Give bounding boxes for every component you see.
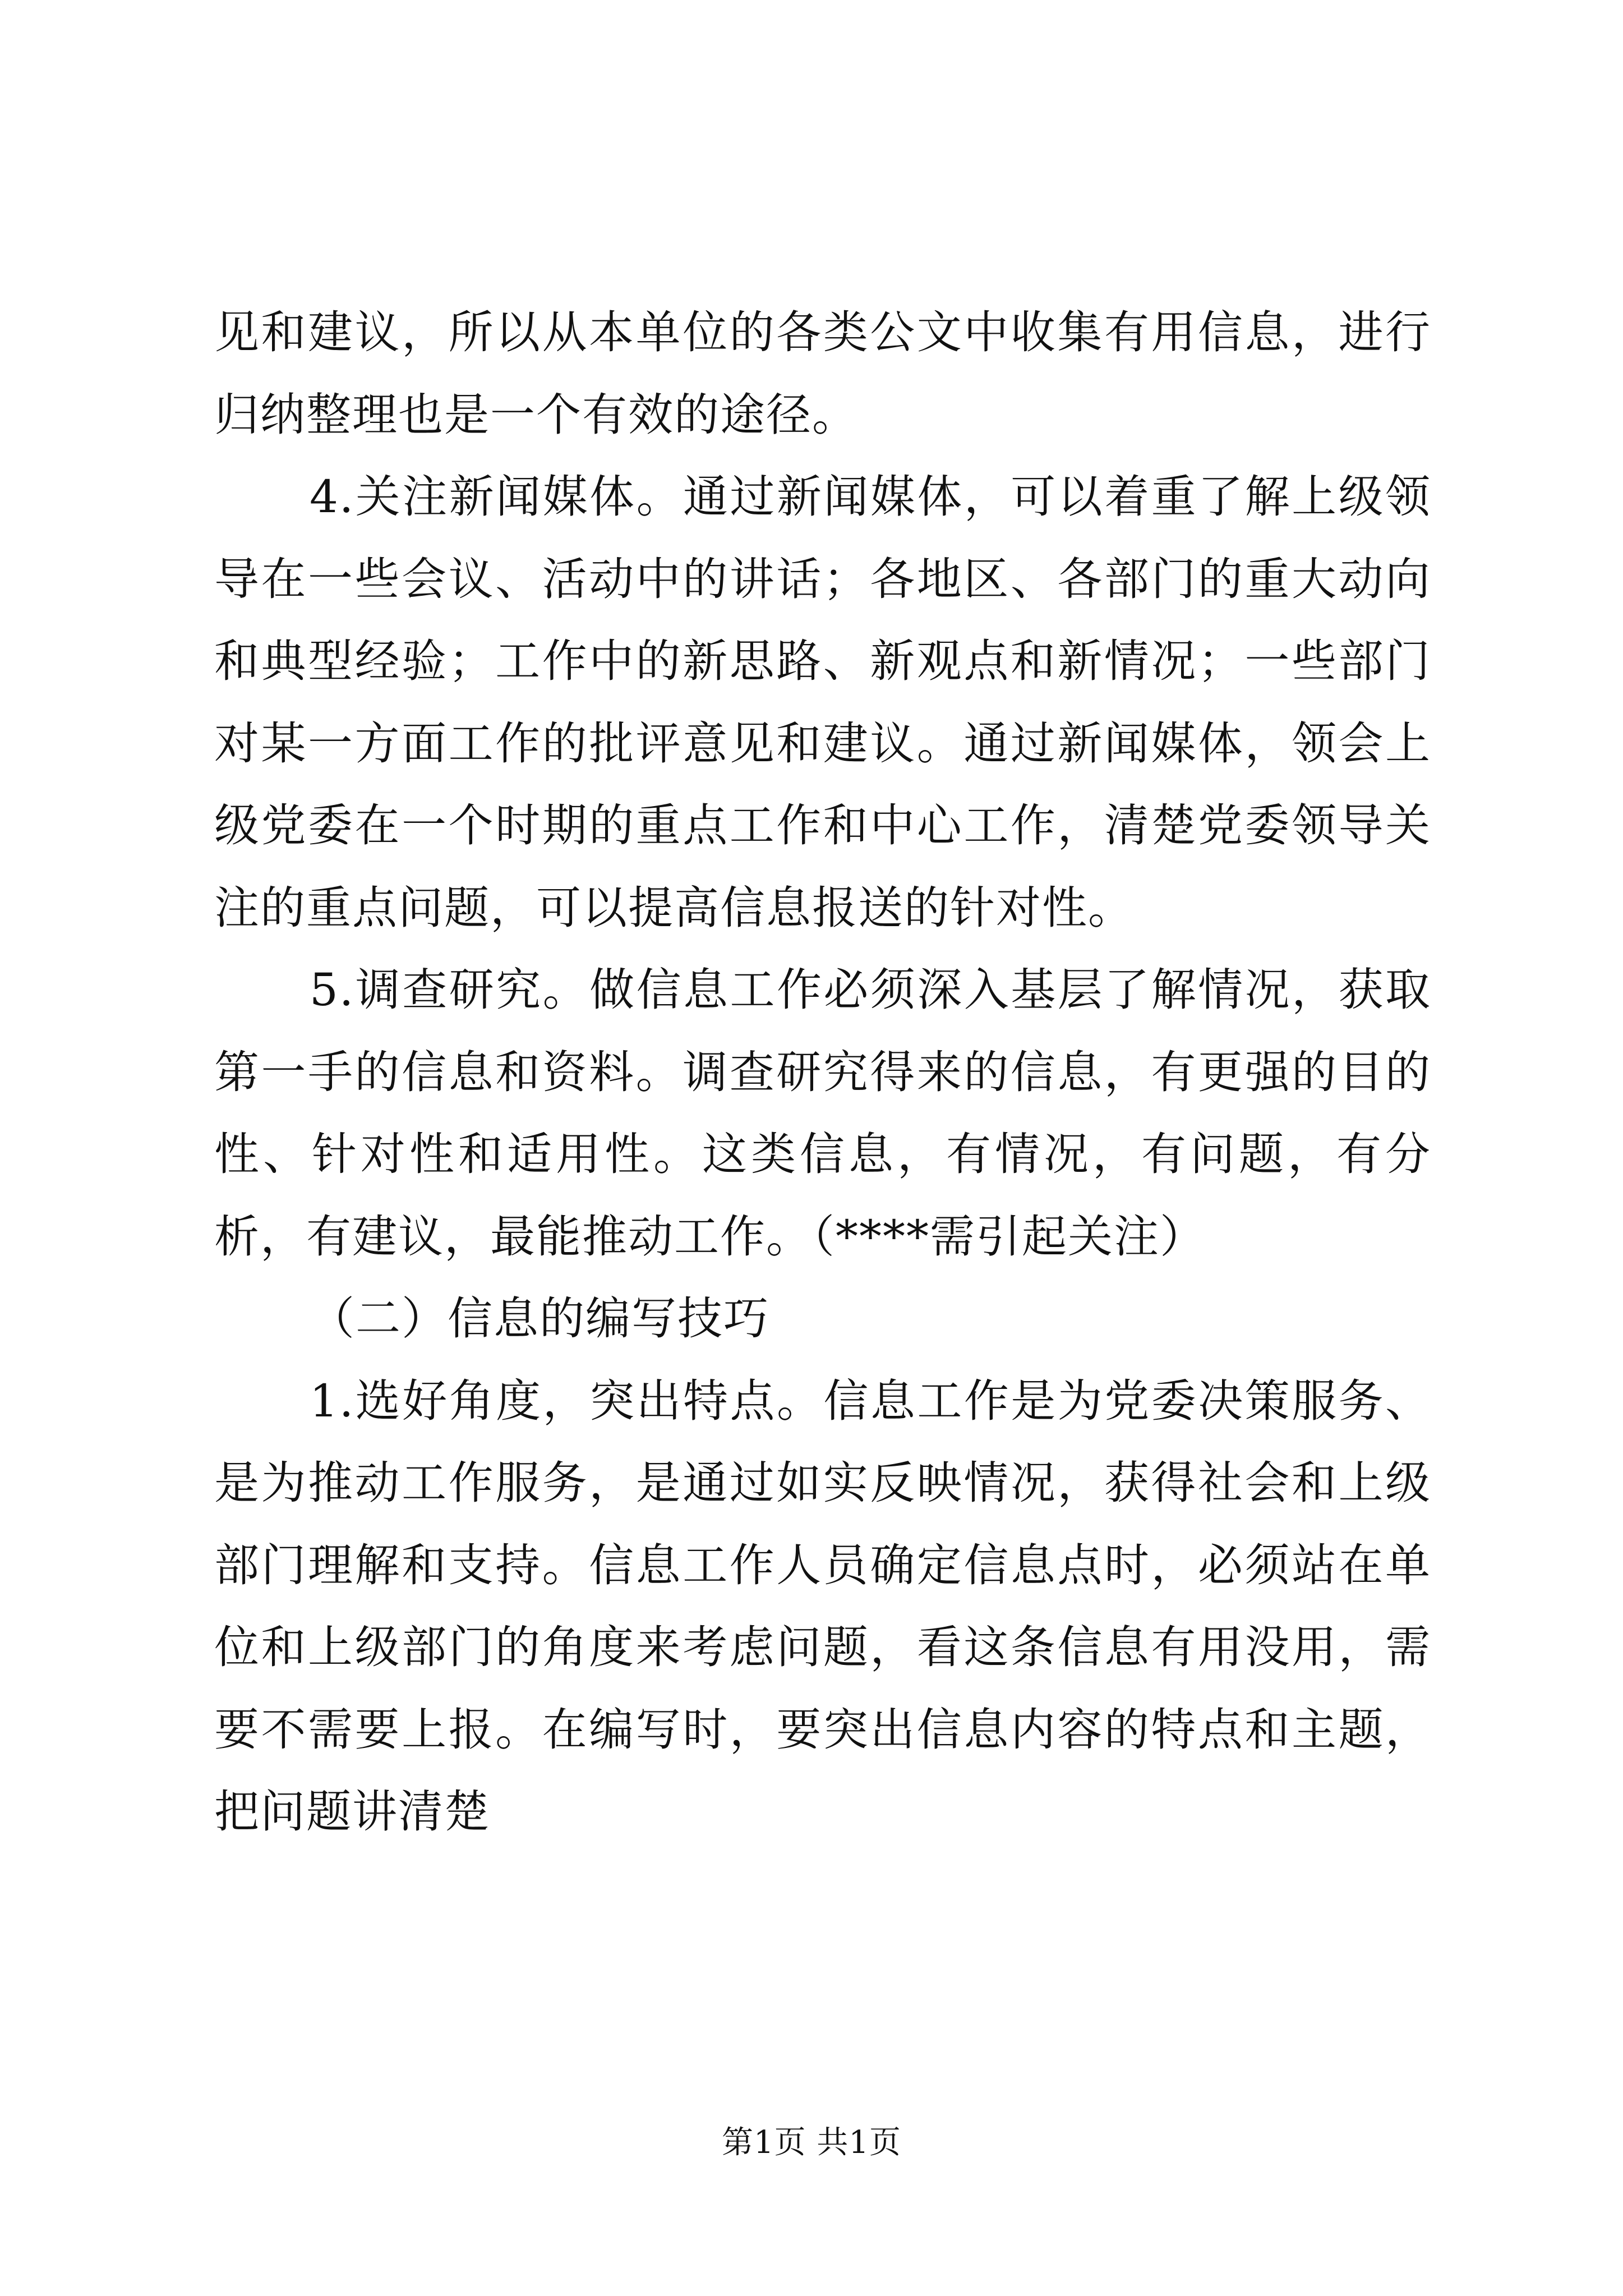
paragraph-investigation: 5.调查研究。做信息工作必须深入基层了解情况，获取第一手的信息和资料。调查研究得来的信息，有更强的目的性、针对性和适用性。这类信息，有情况，有问题，有分析，有建议，最能推动工作。（****需引起关注） [214, 964, 1431, 1263]
paragraph-continuation: 见和建议，所以从本单位的各类公文中收集有用信息，进行归纳整理也是一个有效的途径。 [214, 306, 1431, 441]
document-body [214, 292, 1431, 1853]
paragraph-choose-angle: 1.选好角度，突出特点。信息工作是为党委决策服务、是为推动工作服务，是通过如实反映情况，获得社会和上级部门理解和支持。信息工作人员确定信息点时，必须站在单位和上级部门的角度来考虑问题，看这条信息有用没用，需要不需要上报。在编写时，要突出信息内容的特点和主题，把问题讲清楚 [214, 1374, 1431, 1838]
paragraph-news-media: 4.关注新闻媒体。通过新闻媒体，可以着重了解上级领导在一些会议、活动中的讲话；各地区、各部门的重大动向和典型经验；工作中的新思路、新观点和新情况；一些部门对某一方面工作的批评意见和建议。通过新闻媒体，领会上级党委在一个时期的重点工作和中心工作，清楚党委领导关注的重点问题，可以提高信息报送的针对性。 [214, 471, 1431, 934]
section-heading-writing-skills: （二）信息的编写技巧 [310, 1292, 769, 1345]
page-number: 第1页 共1页 [721, 2124, 902, 2161]
